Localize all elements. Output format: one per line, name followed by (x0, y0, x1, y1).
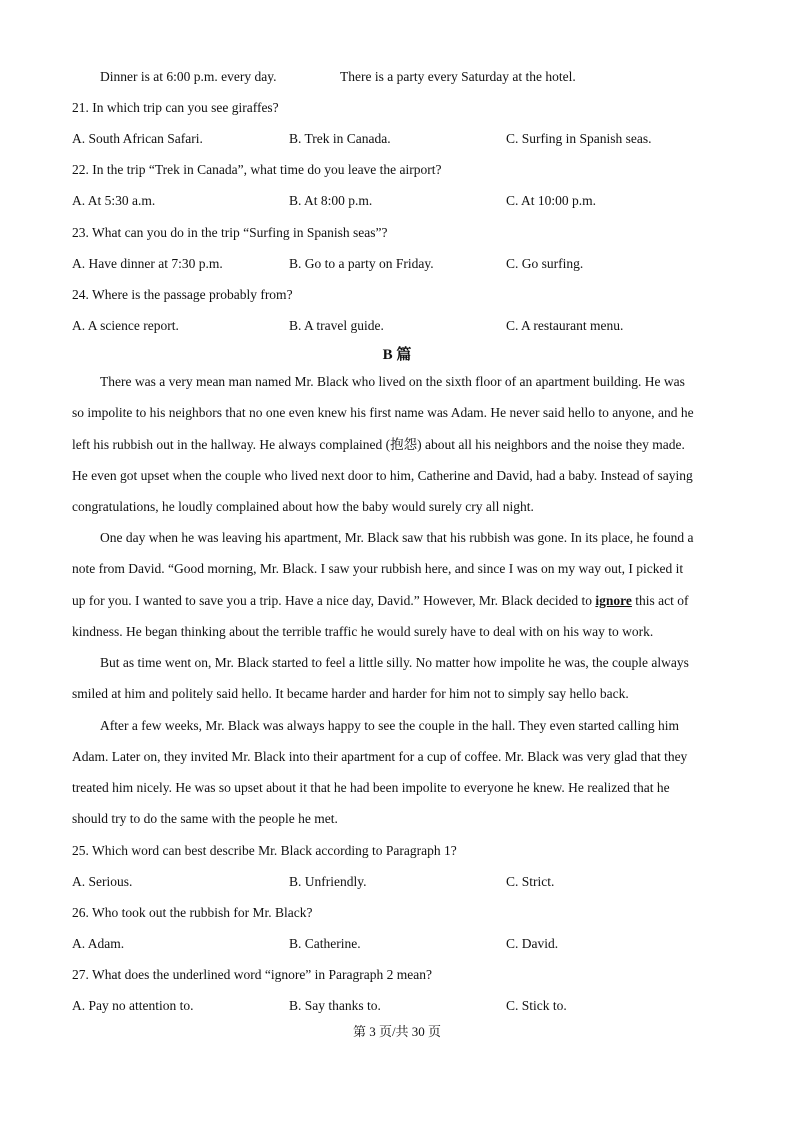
question-25-stem: 25. Which word can best describe Mr. Black according to Paragraph 1? (72, 843, 457, 858)
top-note-party: There is a party every Saturday at the hotel. (340, 69, 576, 84)
question-22-stem: 22. In the trip “Trek in Canada”, what time do you leave the airport? (72, 162, 442, 177)
passage-text: up for you. I wanted to save you a trip. Have a nice day, David.” However, Mr. Black decided to (72, 593, 596, 608)
question-22-option-c: C. At 10:00 p.m. (506, 193, 597, 208)
question-21-option-a: A. South African Safari. (72, 131, 203, 146)
question-21-stem: 21. In which trip can you see giraffes? (72, 100, 279, 115)
top-note-dinner: Dinner is at 6:00 p.m. every day. (100, 69, 277, 84)
question-27-option-b: B. Say thanks to. (289, 998, 381, 1013)
passage-line: should try to do the same with the people he met. (72, 811, 338, 826)
question-21-option-c: C. Surfing in Spanish seas. (506, 131, 652, 146)
passage-line: He even got upset when the couple who lived next door to him, Catherine and David, had a baby. Instead of saying (72, 468, 693, 483)
question-26-stem: 26. Who took out the rubbish for Mr. Black? (72, 905, 313, 920)
passage-line-with-underlined-word (72, 592, 722, 610)
passage-line: After a few weeks, Mr. Black was always happy to see the couple in the hall. They even started calling him (100, 718, 679, 733)
question-26-option-b: B. Catherine. (289, 936, 361, 951)
question-24-stem: 24. Where is the passage probably from? (72, 287, 293, 302)
passage-line: left his rubbish out in the hallway. He always complained (抱怨) about all his neighbors and the noise they made. (72, 437, 685, 452)
passage-line: note from David. “Good morning, Mr. Black. I saw your rubbish here, and since I was on my way out, I picked it (72, 561, 684, 576)
question-23-stem: 23. What can you do in the trip “Surfing in Spanish seas”? (72, 225, 388, 240)
passage-text: this act of (631, 593, 689, 608)
passage-line: Adam. Later on, they invited Mr. Black into their apartment for a cup of coffee. Mr. Black was very glad that they (72, 749, 688, 764)
passage-line: treated him nicely. He was so upset about it that he had been impolite to everyone he knew. He realized that he (72, 780, 670, 795)
question-22-option-b: B. At 8:00 p.m. (289, 193, 373, 208)
question-27-option-c: C. Stick to. (506, 998, 567, 1013)
question-25-option-c: C. Strict. (506, 874, 555, 889)
passage-line: One day when he was leaving his apartment, Mr. Black saw that his rubbish was gone. In its place, he found a (100, 530, 694, 545)
passage-line: congratulations, he loudly complained about how the baby would surely cry all night. (72, 499, 534, 514)
question-23-option-a: A. Have dinner at 7:30 p.m. (72, 256, 223, 271)
question-27-option-a: A. Pay no attention to. (72, 998, 194, 1013)
question-24-option-b: B. A travel guide. (289, 318, 384, 333)
question-23-option-c: C. Go surfing. (506, 256, 584, 271)
question-25-option-b: B. Unfriendly. (289, 874, 367, 889)
underlined-word-ignore: ignore (595, 593, 632, 608)
passage-line: But as time went on, Mr. Black started to feel a little silly. No matter how impolite he was, the couple always (100, 655, 689, 670)
question-23-option-b: B. Go to a party on Friday. (289, 256, 434, 271)
question-26-option-a: A. Adam. (72, 936, 125, 951)
question-27-stem: 27. What does the underlined word “ignore” in Paragraph 2 mean? (72, 967, 433, 982)
passage-line: kindness. He began thinking about the terrible traffic he would surely have to deal with on his way to work. (72, 624, 654, 639)
question-26-option-c: C. David. (506, 936, 559, 951)
question-22-option-a: A. At 5:30 a.m. (72, 193, 156, 208)
question-24-option-a: A. A science report. (72, 318, 179, 333)
passage-line: smiled at him and politely said hello. It became harder and harder for him not to simply say hello back. (72, 686, 629, 701)
passage-line: There was a very mean man named Mr. Black who lived on the sixth floor of an apartment building. He was (100, 374, 685, 389)
passage-line: so impolite to his neighbors that no one even knew his first name was Adam. He never said hello to anyone, and he (72, 405, 694, 420)
section-b-title: B 篇 (382, 347, 412, 363)
question-21-option-b: B. Trek in Canada. (289, 131, 391, 146)
question-24-option-c: C. A restaurant menu. (506, 318, 624, 333)
page-number-footer: 第 3 页/共 30 页 (352, 1024, 442, 1039)
question-25-option-a: A. Serious. (72, 874, 133, 889)
